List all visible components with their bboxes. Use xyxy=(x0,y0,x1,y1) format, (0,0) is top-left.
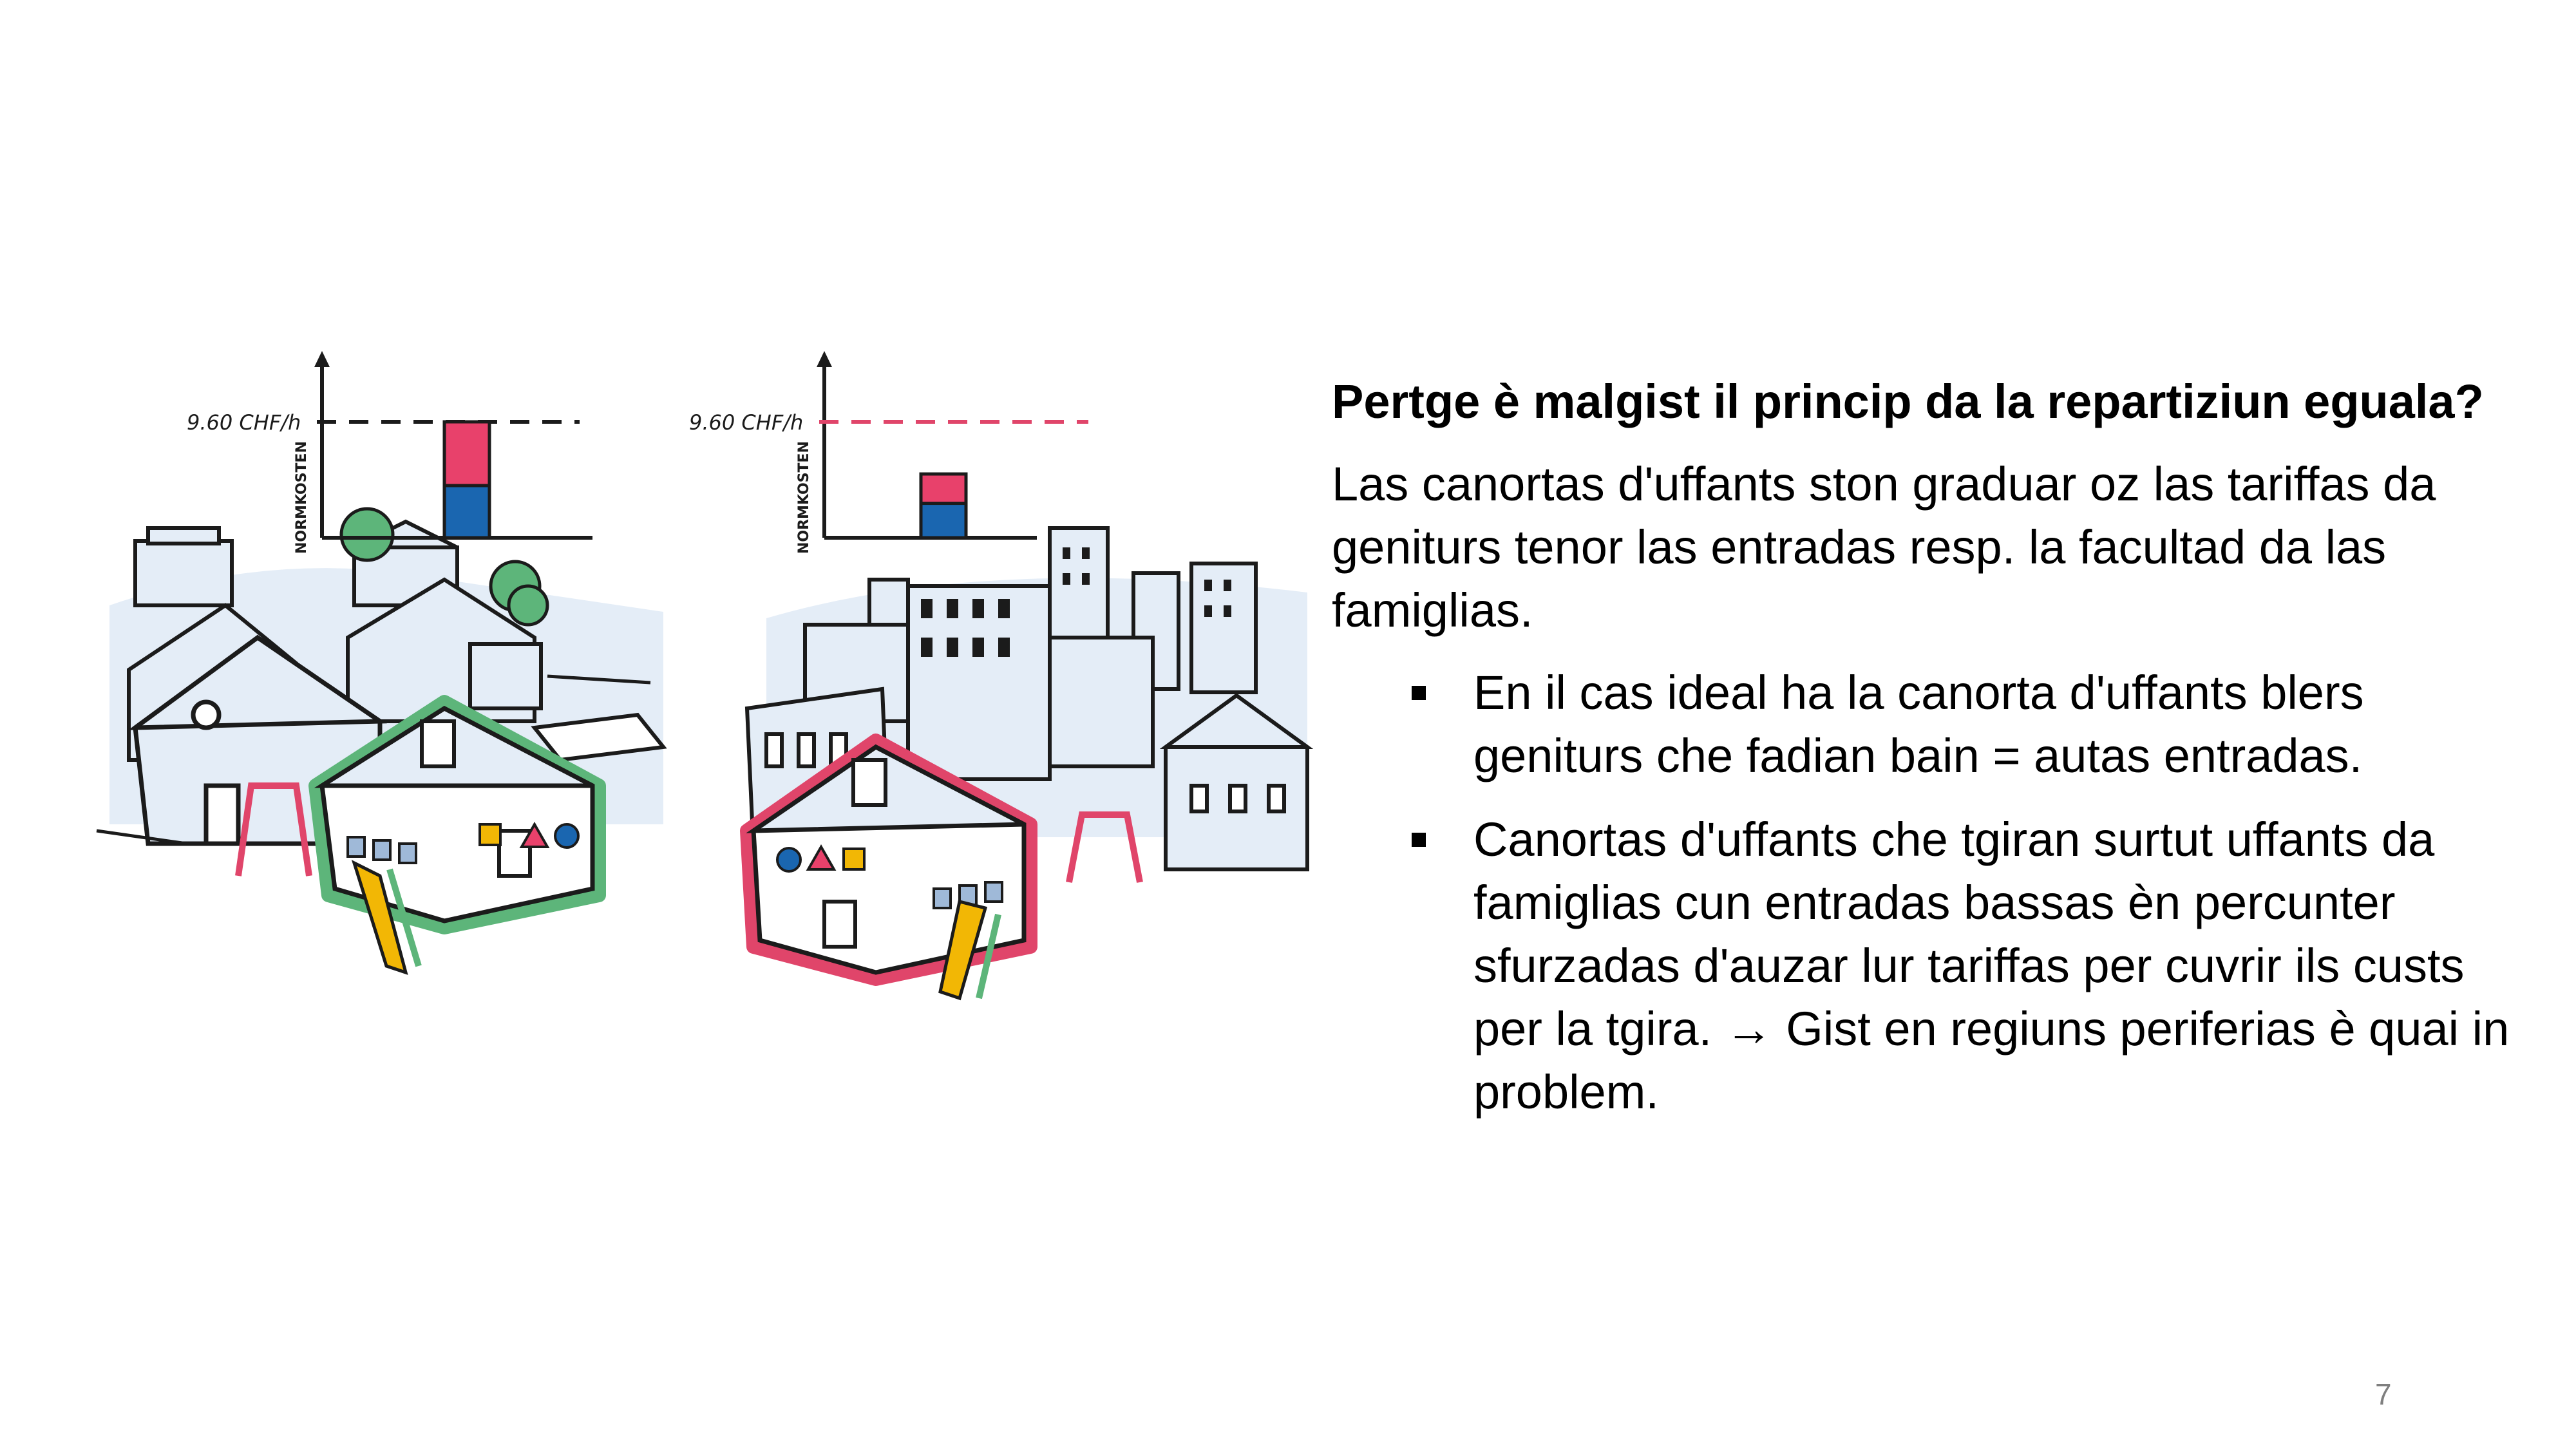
bar-segment-upper xyxy=(444,422,489,486)
bullet-item xyxy=(1332,808,2530,1124)
rate-label: 9.60 CHF/h xyxy=(689,410,804,435)
text-column xyxy=(1332,370,2530,1144)
suburb-drawing xyxy=(84,335,728,1043)
city-drawing xyxy=(689,335,1372,1043)
slide-heading: Pertge è malgist il princip da la repartiziun eguala? xyxy=(1332,375,2484,428)
illustration-suburb xyxy=(84,335,728,1043)
rate-label: 9.60 CHF/h xyxy=(187,410,301,435)
bullet-list xyxy=(1332,661,2530,1124)
page-number: 7 xyxy=(2375,1378,2392,1411)
bar-segment-lower xyxy=(921,504,966,538)
bar-segment-upper xyxy=(921,474,966,504)
axis-label: NORMKOSTEN xyxy=(796,440,812,554)
bullet-text: En il cas ideal ha la canorta d'uffants blers geniturs che fadian bain = autas entradas. xyxy=(1473,666,2364,782)
bullet-text: Canortas d'uffants che tgiran surtut uffants da famiglias cun entradas bassas èn percunter sfurzadas d'auzar lur tariffas per cuvrir ils custs per la tgira. → Gist en regiuns periferias è quai in problem. xyxy=(1473,813,2510,1119)
illustration-city xyxy=(689,335,1372,1043)
bullet-item xyxy=(1332,661,2530,788)
bar-segment-lower xyxy=(444,486,489,538)
bullet-square-icon xyxy=(1412,833,1426,847)
axis-label: NORMKOSTEN xyxy=(294,440,310,554)
bullet-square-icon xyxy=(1412,686,1426,700)
intro-paragraph: Las canortas d'uffants ston graduar oz las tariffas da geniturs tenor las entradas resp. la facultad da las famiglias. xyxy=(1332,457,2436,637)
